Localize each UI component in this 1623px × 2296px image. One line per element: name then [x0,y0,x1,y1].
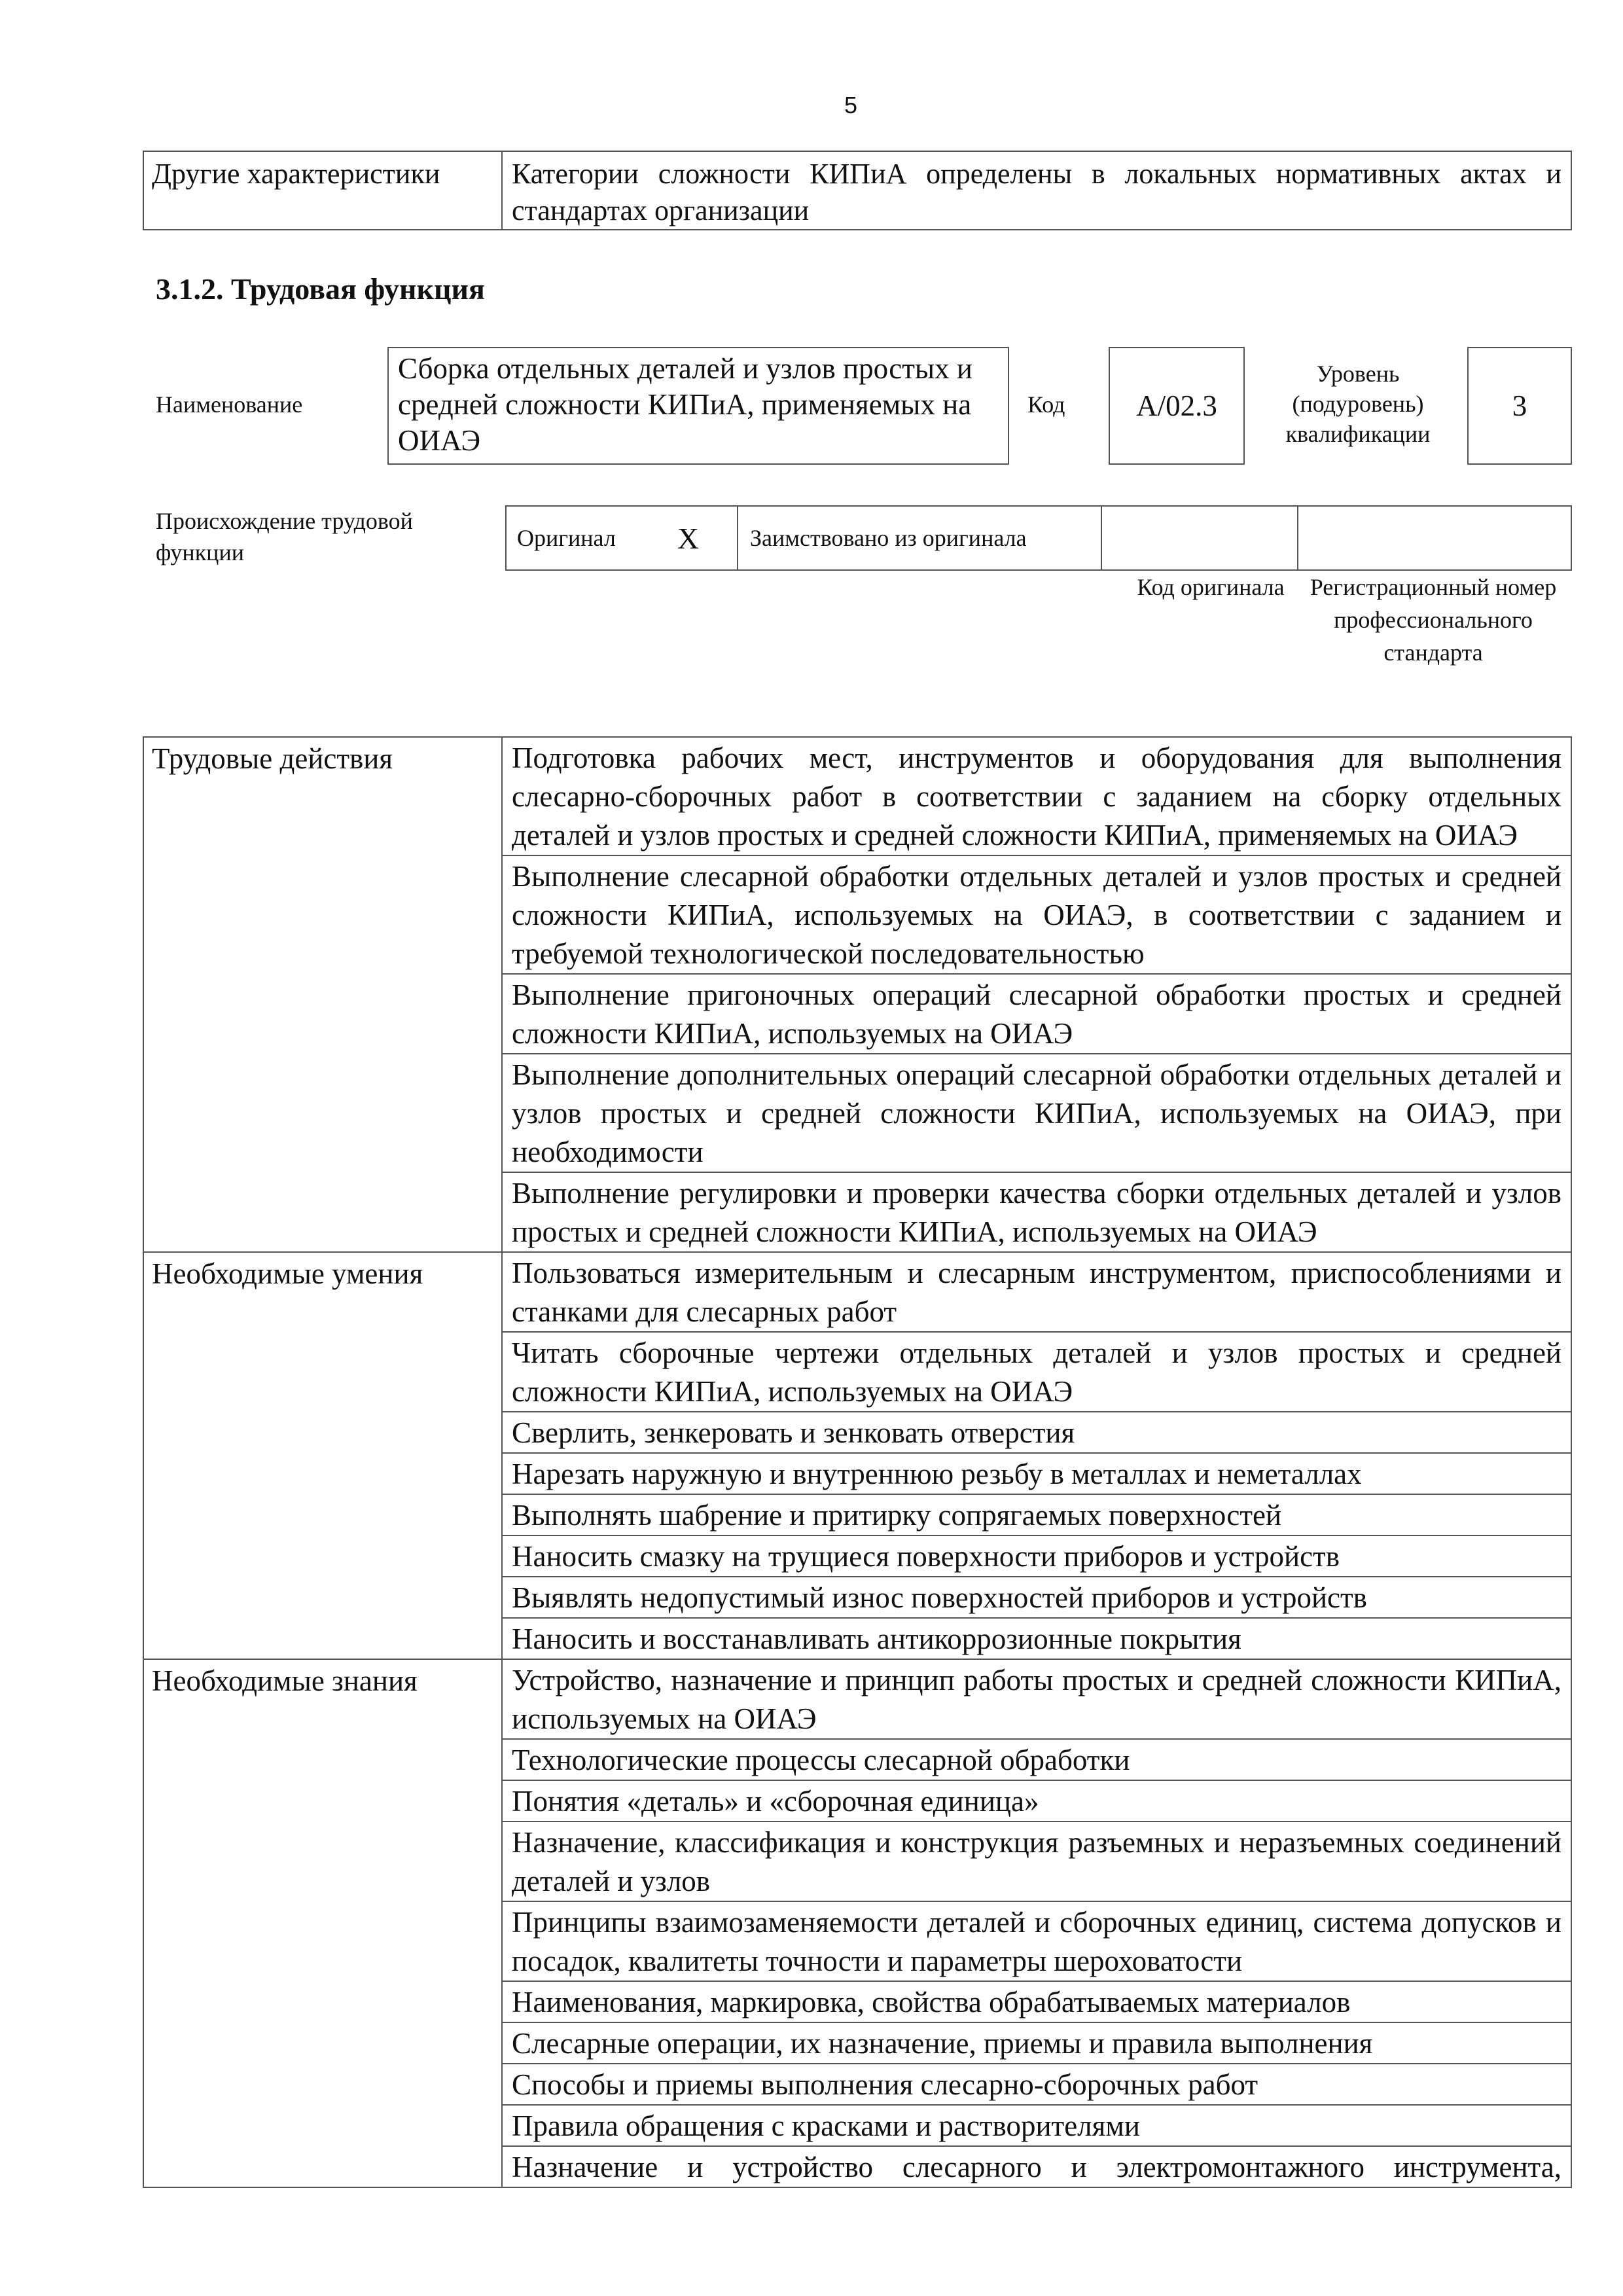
list-item: Принципы взаимозаменяемости деталей и сборочных единиц, система допусков и посадок, квалитеты точности и параметры шероховатости [503,1901,1571,1981]
other-characteristics-label: Другие характеристики [144,152,503,229]
name-label: Наименование [156,391,303,418]
list-item: Выполнение регулировки и проверки качества сборки отдельных деталей и узлов простых и средней сложности КИПиА, используемых на ОИАЭ [503,1172,1571,1251]
origin-row [505,505,1572,571]
origin-label: Происхождение трудовой функции [156,508,413,565]
code-original-cell [1102,507,1298,569]
group-required-knowledge [144,1659,1571,2187]
list-item: Слесарные операции, их назначение, приемы и правила выполнения [503,2022,1571,2063]
code-label: Код [1027,391,1065,418]
list-item: Наносить и восстанавливать антикоррозионные покрытия [503,1617,1571,1659]
list-item: Устройство, назначение и принцип работы простых и средней сложности КИПиА, используемых на ОИАЭ [512,1664,1561,1735]
list-item: Читать сборочные чертежи отдельных деталей и узлов простых и средней сложности КИПиА, используемых на ОИАЭ [503,1331,1571,1411]
group-labor-actions [144,738,1571,1251]
reg-number-cell [1298,507,1571,569]
level-value: 3 [1467,347,1572,465]
list-item: Выполнение слесарной обработки отдельных деталей и узлов простых и средней сложности КИПиА, используемых на ОИАЭ, в соответствии с заданием и требуемой технологической последовательностью [503,855,1571,973]
list-item: Подготовка рабочих мест, инструментов и оборудования для выполнения слесарно-сборочных работ в соответствии с заданием на сборку отдельных деталей и узлов простых и средней сложности КИПиА, применяемых на ОИАЭ [512,742,1561,852]
group-title: Необходимые знания [144,1660,503,2187]
list-item: Выполнение дополнительных операций слесарной обработки отдельных деталей и узлов простых и средней сложности КИПиА, используемых на ОИАЭ, при необходимости [503,1053,1571,1172]
list-item: Назначение, классификация и конструкция разъемных и неразъемных соединений деталей и узлов [503,1821,1571,1901]
list-item: Сверлить, зенкеровать и зенковать отверстия [503,1411,1571,1452]
list-item: Наносить смазку на трущиеся поверхности приборов и устройств [503,1535,1571,1576]
reg-number-label: Регистрационный номер профессионального стандарта [1310,574,1557,666]
list-item: Выявлять недопустимый износ поверхностей приборов и устройств [503,1576,1571,1617]
list-item: Понятия «деталь» и «сборочная единица» [503,1780,1571,1821]
other-characteristics-table [143,151,1572,230]
group-title: Необходимые умения [144,1253,503,1659]
group-required-skills [144,1251,1571,1659]
list-item: Правила обращения с красками и растворителями [503,2104,1571,2145]
function-code: A/02.3 [1109,347,1245,465]
list-item: Выполнять шабрение и притирку сопрягаемых поверхностей [503,1494,1571,1535]
page-number: 5 [844,92,858,118]
list-item: Технологические процессы слесарной обработки [503,1738,1571,1780]
list-item: Пользоваться измерительным и слесарным инструментом, приспособлениями и станками для слесарных работ [512,1257,1561,1328]
original-cell [507,507,738,569]
list-item: Способы и приемы выполнения слесарно-сборочных работ [503,2063,1571,2104]
borrowed-label: Заимствовано из оригинала [738,507,1102,569]
list-item: Нарезать наружную и внутреннюю резьбу в металлах и неметаллах [503,1452,1571,1494]
list-item: Выполнение пригоночных операций слесарной обработки простых и средней сложности КИПиА, используемых на ОИАЭ [503,973,1571,1053]
list-item: Назначение и устройство слесарного и электромонтажного инструмента, [503,2145,1571,2187]
original-label: Оригинал [517,525,616,551]
other-characteristics-text: Категории сложности КИПиА определены в локальных нормативных актах и стандартах организации [512,158,1561,226]
code-original-label: Код оригинала [1137,574,1285,600]
original-mark: X [677,521,700,555]
function-name: Сборка отдельных деталей и узлов простых и средней сложности КИПиА, применяемых на ОИАЭ [387,347,1009,465]
list-item: Наименования, маркировка, свойства обрабатываемых материалов [503,1981,1571,2022]
group-title: Трудовые действия [144,738,503,1251]
section-title: 3.1.2. Трудовая функция [156,272,485,306]
function-details-table [143,736,1572,2188]
level-label: Уровень (подуровень) квалификации [1285,361,1431,447]
